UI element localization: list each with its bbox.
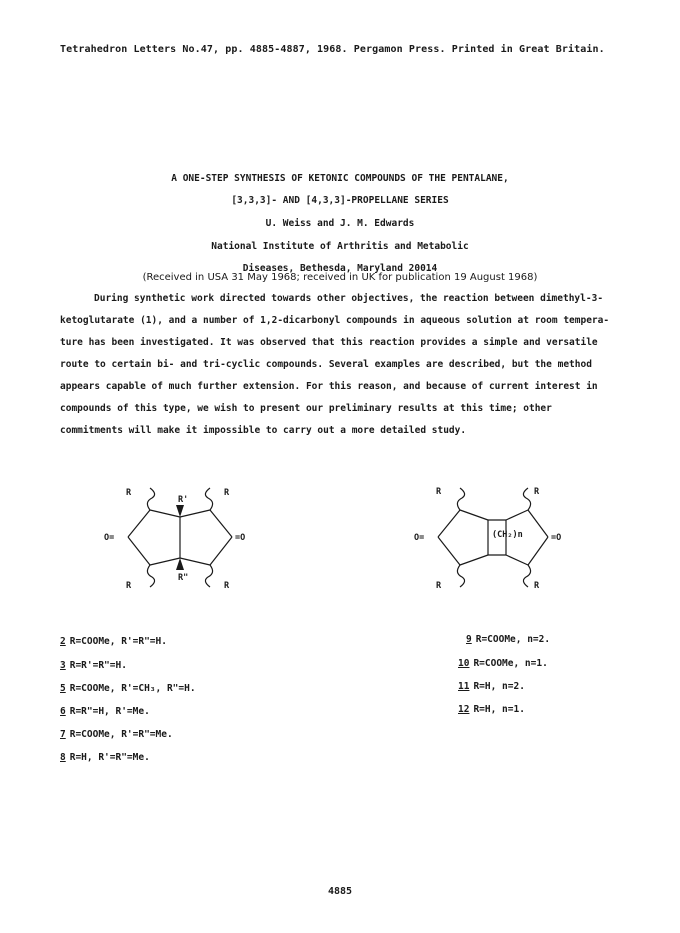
compound-number: 11 [458,681,470,692]
authors: U. Weiss and J. M. Edwards [265,218,415,229]
oxo-label: O= [414,533,425,543]
compound-number: 12 [458,704,470,715]
oxo-label: =O [235,533,246,543]
r-label: R [534,581,540,591]
r-label: R [224,581,230,591]
compound-definition: R=COOMe, R'=CH₃, R"=H. [69,683,196,694]
compound-entry [60,660,127,671]
r-label: R [224,488,230,498]
compound-entry [466,634,550,645]
body-line: compounds of this type, we wish to present our preliminary results at this time; other [60,403,552,414]
oxo-label: O= [104,533,115,543]
bridge-label: (CH₂)n [492,530,523,540]
body-line: During synthetic work directed towards other objectives, the reaction between dimethyl-3- [94,293,604,304]
r-label: R [436,581,442,591]
compound-definition: R=H, R'=R"=Me. [69,752,150,763]
affiliation-line2: Diseases, Bethesda, Maryland 20014 [242,263,438,274]
compound-definition: R=H, n=1. [473,704,525,715]
body-line: ketoglutarate (1), and a number of 1,2-dicarbonyl compounds in aqueous solution at room tempera- [60,315,610,326]
compound-definition: R=COOMe, n=1. [473,658,548,669]
compound-entry [458,681,525,692]
compound-entry [60,706,150,717]
compound-number: 9 [466,634,472,645]
compound-definition: R=COOMe, R'=R"=H. [69,636,167,647]
compound-definition: R=H, n=2. [473,681,525,692]
compound-entry [458,658,548,669]
compound-definition: R=COOMe, n=2. [475,634,551,645]
compound-number: 8 [60,752,66,763]
propellane-structure [410,475,585,595]
compound-entry [60,683,196,694]
article-title-line1: A ONE-STEP SYNTHESIS OF KETONIC COMPOUNDS OF THE PENTALANE, [171,173,509,184]
compound-entry [458,704,525,715]
r-label: R [436,487,442,497]
page-number: 4885 [327,886,353,897]
oxo-label: =O [551,533,562,543]
compound-number: 7 [60,729,66,740]
affiliation-line1: National Institute of Arthritis and Metabolic [211,241,469,252]
rprime-label: R' [178,495,189,505]
compound-entry [60,752,150,763]
compound-definition: R=R"=H, R'=Me. [69,706,150,717]
body-line: ture has been investigated. It was observed that this reaction provides a simple and versatile [60,337,598,348]
journal-citation: Tetrahedron Letters No.47, pp. 4885-4887, 1968. Pergamon Press. Printed in Great Britain. [60,44,605,55]
compound-number: 2 [60,636,66,647]
compound-definition: R=R'=R"=H. [69,660,127,671]
r-label: R [126,488,132,498]
body-line: route to certain bi- and tri-cyclic compounds. Several examples are described, but the method [60,359,592,370]
compound-number: 5 [60,683,66,694]
r-label: R [534,487,540,497]
compound-number: 6 [60,706,66,717]
body-paragraph [60,288,624,442]
compound-definition: R=COOMe, R'=R"=Me. [69,729,173,740]
compound-number: 10 [458,658,470,669]
pentalane-structure [100,475,270,595]
received-dates: (Received in USA 31 May 1968; received in UK for publication 19 August 1968) [142,272,538,283]
compound-entry [60,729,173,740]
body-line: commitments will make it impossible to carry out a more detailed study. [60,425,467,436]
rdprime-label: R" [178,573,189,583]
compound-entry [60,636,167,647]
compound-number: 3 [60,660,66,671]
r-label: R [126,581,132,591]
article-title-line2: [3,3,3]- AND [4,3,3]-PROPELLANE SERIES [231,195,449,206]
body-line: appears capable of much further extension. For this reason, and because of current interest in [60,381,598,392]
